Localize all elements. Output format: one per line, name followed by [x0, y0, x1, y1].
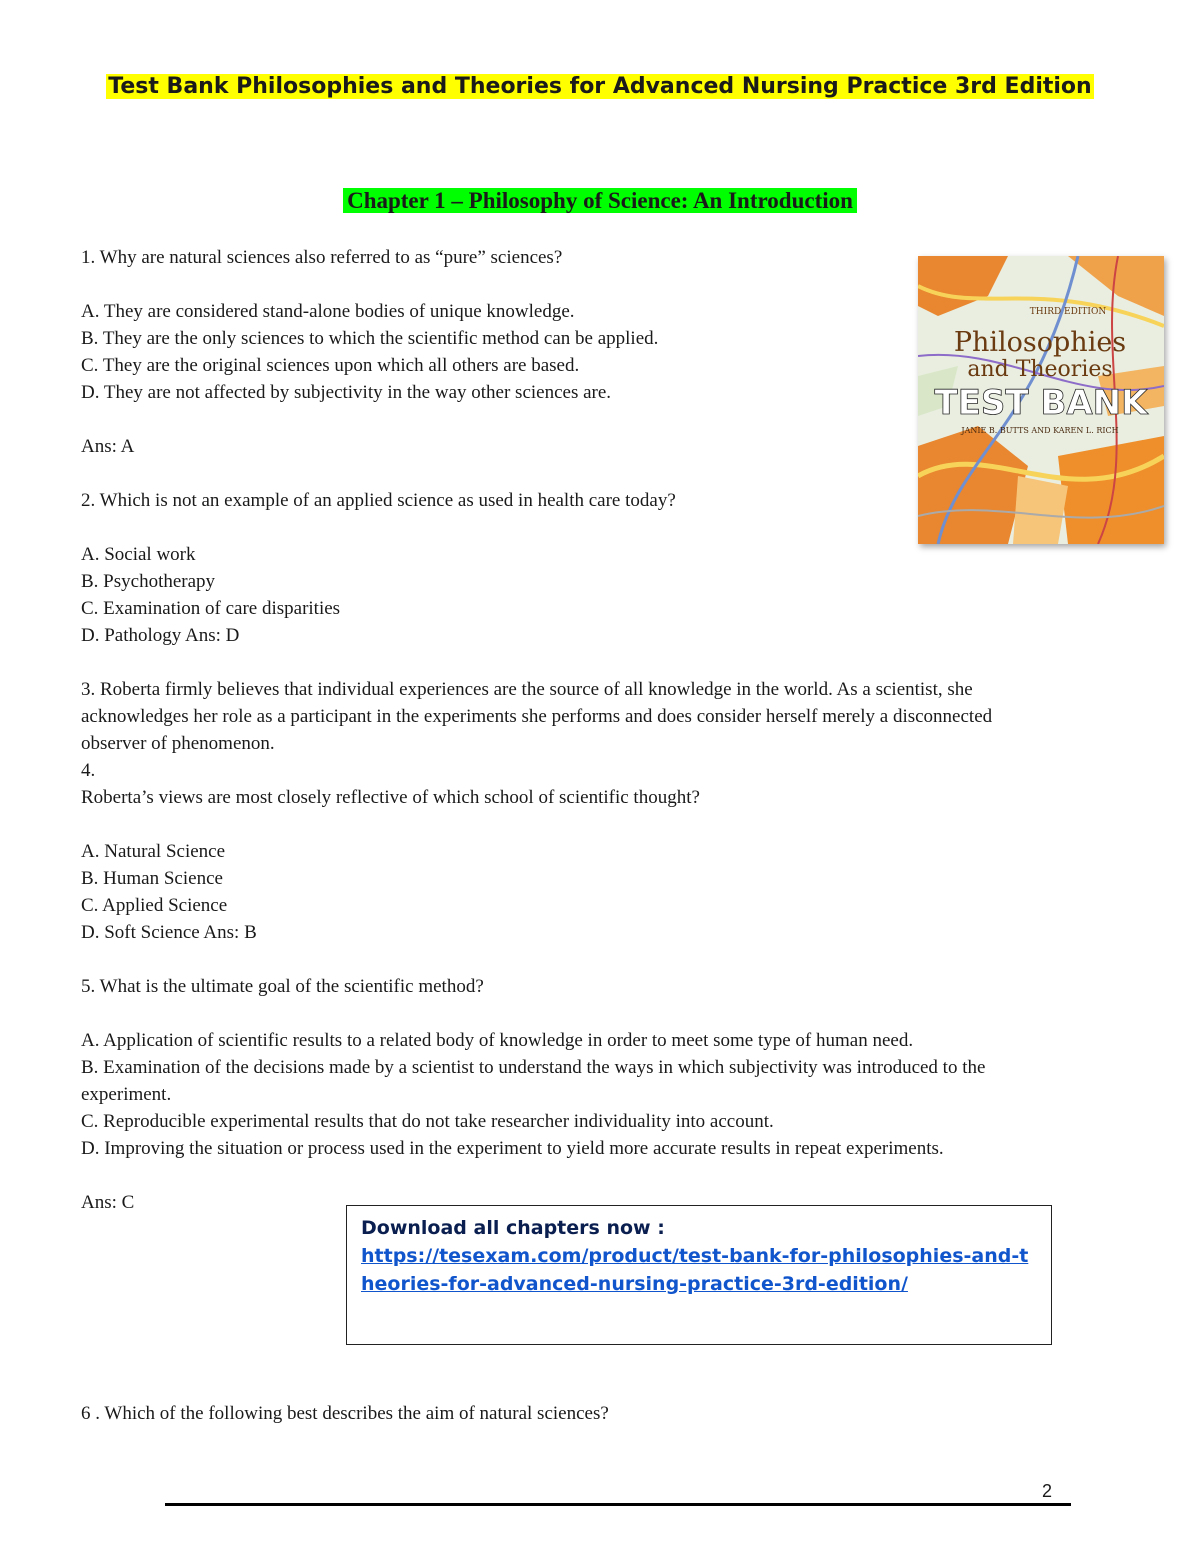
question-5: [81, 973, 1061, 1216]
answer-option-d: D. Soft Science Ans: B: [81, 922, 257, 943]
download-callout-box: [346, 1205, 1052, 1345]
download-link[interactable]: https://tesexam.com/product/test-bank-for-philosophies-and-theories-for-advanced-nursing-practice-3rd-edition/: [361, 1245, 1029, 1295]
question-stem: 2. Which is not an example of an applied science as used in health care today?: [81, 490, 676, 511]
answer-option-b: B. They are the only sciences to which the scientific method can be applied.: [81, 328, 659, 349]
question-1: [81, 244, 1061, 487]
cover-edition: THIRD EDITION: [1029, 307, 1107, 317]
answer-option-b: B. Human Science: [81, 868, 223, 889]
answer-option-c: C. Examination of care disparities: [81, 598, 341, 619]
cover-title-line1: Philosophies: [953, 327, 1127, 358]
answer-option-b: B. Psychotherapy: [81, 571, 216, 592]
document-title: Test Bank Philosophies and Theories for Advanced Nursing Practice 3rd Edition: [108, 74, 1092, 99]
answer-option-a: A. Natural Science: [81, 841, 226, 862]
question-number-4: 4.: [81, 760, 96, 781]
question-stem: 1. Why are natural sciences also referred to as “pure” sciences?: [81, 247, 563, 268]
answer-key: Ans: C: [81, 1192, 135, 1213]
answer-option-d: D. They are not affected by subjectivity in the way other sciences are.: [81, 382, 612, 403]
answer-option-d: D. Pathology Ans: D: [81, 625, 240, 646]
answer-option-c: C. They are the original sciences upon which all others are based.: [81, 355, 580, 376]
page-number: 2: [1042, 1481, 1053, 1501]
answer-option-b: B. Examination of the decisions made by a scientist to understand the ways in which subjectivity was introduced to the experiment.: [81, 1057, 986, 1105]
answer-option-c: C. Reproducible experimental results that do not take researcher individuality into account.: [81, 1111, 774, 1132]
cover-overlay: TEST BANK: [934, 383, 1148, 423]
book-cover-image: [918, 256, 1164, 544]
chapter-heading: Chapter 1 – Philosophy of Science: An Introduction: [0, 186, 1200, 216]
answer-option-a: A. Application of scientific results to a related body of knowledge in order to meet some type of human need.: [81, 1030, 914, 1051]
answer-option-c: C. Applied Science: [81, 895, 228, 916]
footer-divider: [165, 1503, 1071, 1506]
answer-option-a: A. Social work: [81, 544, 196, 565]
question-list: [81, 244, 1061, 1216]
download-heading: Download all chapters now :: [361, 1217, 665, 1239]
question-stem-continued: Roberta’s views are most closely reflective of which school of scientific thought?: [81, 787, 700, 808]
answer-option-d: D. Improving the situation or process used in the experiment to yield more accurate results in repeat experiments.: [81, 1138, 944, 1159]
question-6-stem: 6 . Which of the following best describes the aim of natural sciences?: [81, 1403, 609, 1424]
question-3: [81, 676, 1061, 973]
question-stem: 5. What is the ultimate goal of the scientific method?: [81, 976, 484, 997]
map-cover-illustration: [918, 256, 1164, 544]
question-stem: 3. Roberta firmly believes that individual experiences are the source of all knowledge in the world. As a scientist, she acknowledges her role as a participant in the experiments she performs and does consider herself merely a disconnected observer of phenomenon.: [81, 679, 993, 754]
answer-key: Ans: A: [81, 436, 135, 457]
cover-title-line2: and Theories: [967, 357, 1113, 382]
question-2: [81, 487, 1061, 676]
cover-authors: JANIE B. BUTTS AND KAREN L. RICH: [961, 426, 1119, 435]
answer-option-a: A. They are considered stand-alone bodies of unique knowledge.: [81, 301, 575, 322]
